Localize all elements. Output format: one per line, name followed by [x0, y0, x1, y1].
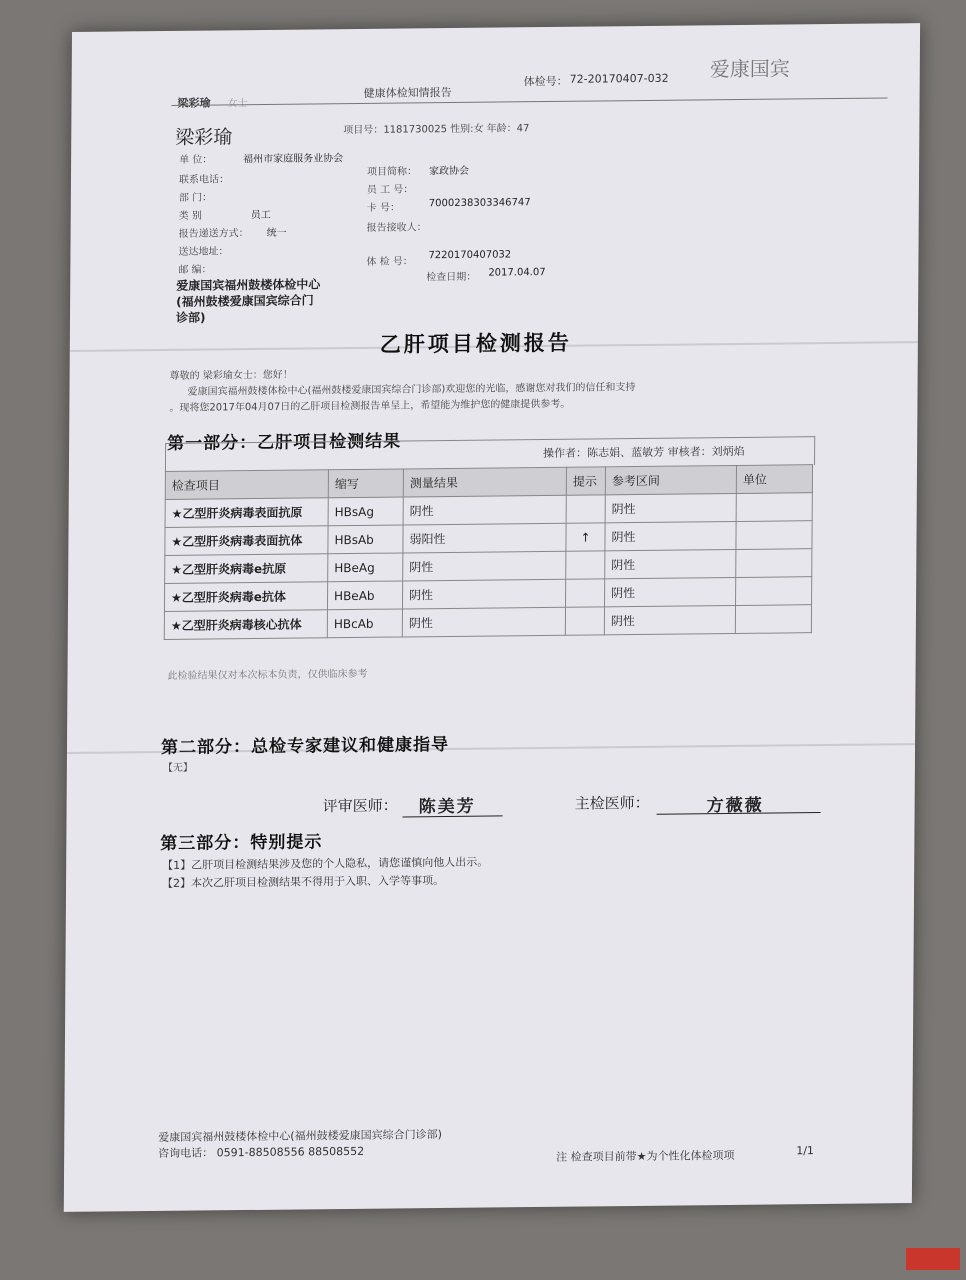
delivery-label: 报告递送方式： — [178, 228, 249, 240]
part3-title: 第三部分：特别提示 — [160, 832, 323, 854]
operators: 操作者：陈志娟、蓝敏芳 审核者：刘炳焰 — [543, 444, 745, 461]
col-reference: 参考区间 — [605, 465, 736, 494]
staff-no-label: 员 工 号： — [366, 184, 414, 196]
hint — [566, 579, 605, 607]
hint — [566, 495, 605, 523]
unit-label: 单 位： — [179, 154, 213, 166]
footer-center: 爱康国宾福州鼓楼体检中心(福州鼓楼爱康国宾综合门诊部) — [158, 1127, 442, 1144]
special-note-1: 【1】乙肝项目检测结果涉及您的个人隐私，请您谨慎向他人出示。 — [162, 855, 489, 872]
patient-name: 梁彩瑜 — [175, 126, 233, 149]
results-table — [164, 464, 813, 640]
report-title: 乙肝项目检测报告 — [379, 330, 572, 357]
center-line3: 诊部) — [175, 310, 206, 325]
unit — [736, 521, 812, 550]
abbr: HBeAg — [328, 553, 403, 582]
col-abbr: 缩写 — [328, 469, 403, 498]
part2-title: 第二部分：总检专家建议和健康指导 — [160, 734, 450, 758]
footer-note: 注 检查项目前带★为个性化体检项项 — [556, 1148, 735, 1164]
reference: 阴性 — [604, 605, 735, 634]
unit-value: 福州市家庭服务业协会 — [243, 153, 344, 166]
abbr: HBeAb — [327, 581, 402, 610]
category-value: 员工 — [250, 209, 271, 222]
greeting: 尊敬的 梁彩瑜女士：您好！ — [169, 369, 293, 382]
exam-no2-value: 7220170407032 — [428, 249, 512, 262]
intro-line1: 爱康国宾福州鼓楼体检中心(福州鼓楼爱康国宾综合门诊部)欢迎您的光临，感谢您对我们的信任和支持 — [187, 382, 636, 398]
abbr: HBsAb — [328, 525, 403, 554]
reference: 阴性 — [605, 493, 736, 522]
report-paper — [64, 23, 920, 1212]
chief-label: 主检医师： — [574, 793, 650, 813]
unit — [736, 493, 812, 522]
col-item: 检查项目 — [165, 470, 328, 500]
brand-logo-text: 爱康国宾 — [709, 56, 790, 82]
header-divider — [171, 97, 887, 105]
item-name: ★乙型肝炎病毒表面抗原 — [165, 498, 328, 528]
short-name-value: 家政协会 — [429, 165, 470, 178]
result: 弱阳性 — [403, 523, 566, 553]
part1-title: 第一部分：乙肝项目检测结果 — [167, 431, 402, 454]
exam-no: 72-20170407-032 — [569, 71, 669, 86]
result: 阴性 — [402, 579, 565, 609]
abbr: HBsAg — [328, 497, 403, 526]
phone-label: 联系电话： — [178, 174, 230, 186]
item-name: ★乙型肝炎病毒表面抗体 — [165, 526, 328, 556]
table-note: 此检验结果仅对本次标本负责，仅供临床参考 — [167, 668, 368, 682]
delivery-value: 统一 — [266, 227, 287, 239]
dept-label: 部 门： — [178, 192, 213, 204]
result: 阴性 — [403, 495, 566, 525]
address-label: 送达地址： — [178, 246, 229, 258]
center-line2: (福州鼓楼爱康国宾综合门 — [176, 293, 314, 309]
abbr: HBcAb — [327, 609, 402, 638]
hint-up-arrow-icon: ↑ — [566, 523, 605, 551]
header-patient-name: 梁彩瑜 — [177, 96, 211, 110]
exam-no-label: 体检号： — [523, 74, 568, 89]
col-unit: 单位 — [736, 465, 812, 494]
reference: 阴性 — [605, 577, 736, 606]
category-label: 类 别 — [178, 210, 202, 222]
header-patient-tag: 女士 — [227, 98, 248, 110]
reviewer-name: 陈美芳 — [418, 796, 476, 818]
page-number: 1/1 — [796, 1144, 814, 1158]
card-no-value: 7000238303346747 — [428, 197, 531, 210]
intro-line2: 。现将您2017年04月07日的乙肝项目检测报告单呈上，希望能为维护您的健康提供参考。 — [169, 398, 571, 414]
hint — [565, 607, 604, 635]
reviewer-label: 评审医师： — [322, 796, 398, 816]
item-name: ★乙型肝炎病毒核心抗体 — [164, 610, 327, 640]
short-name-label: 项目简称： — [366, 166, 418, 178]
result: 阴性 — [403, 551, 566, 581]
center-line1: 爱康国宾福州鼓楼体检中心 — [176, 277, 321, 293]
footer-phone: 咨询电话： 0591-88508556 88508552 — [158, 1144, 365, 1160]
exam-date-label: 检查日期： — [426, 271, 477, 284]
hint — [566, 551, 605, 579]
item-name: ★乙型肝炎病毒e抗原 — [165, 554, 328, 584]
chief-name: 方薇薇 — [706, 795, 764, 817]
item-name: ★乙型肝炎病毒e抗体 — [164, 582, 327, 612]
reference: 阴性 — [605, 549, 736, 578]
part2-content: 【无】 — [162, 762, 193, 774]
unit — [735, 605, 811, 634]
card-no-label: 卡 号： — [366, 202, 401, 214]
reference: 阴性 — [605, 521, 736, 550]
col-hint: 提示 — [566, 467, 605, 495]
exam-date-value: 2017.04.07 — [488, 267, 546, 279]
watermark-badge — [906, 1248, 960, 1270]
unit — [736, 577, 812, 606]
col-result: 测量结果 — [403, 467, 566, 497]
postcode-label: 邮 编： — [178, 264, 212, 276]
report-type: 健康体检知情报告 — [363, 86, 452, 100]
exam-no2-label: 体 检 号： — [366, 256, 413, 268]
special-note-2: 【2】本次乙肝项目检测结果不得用于入职、入学等事项。 — [162, 873, 445, 890]
project-line: 项目号：1181730025 性别:女 年龄：47 — [343, 123, 530, 137]
unit — [736, 549, 812, 578]
result: 阴性 — [402, 607, 565, 637]
receiver-label: 报告接收人： — [366, 222, 427, 234]
table-row — [164, 605, 811, 640]
